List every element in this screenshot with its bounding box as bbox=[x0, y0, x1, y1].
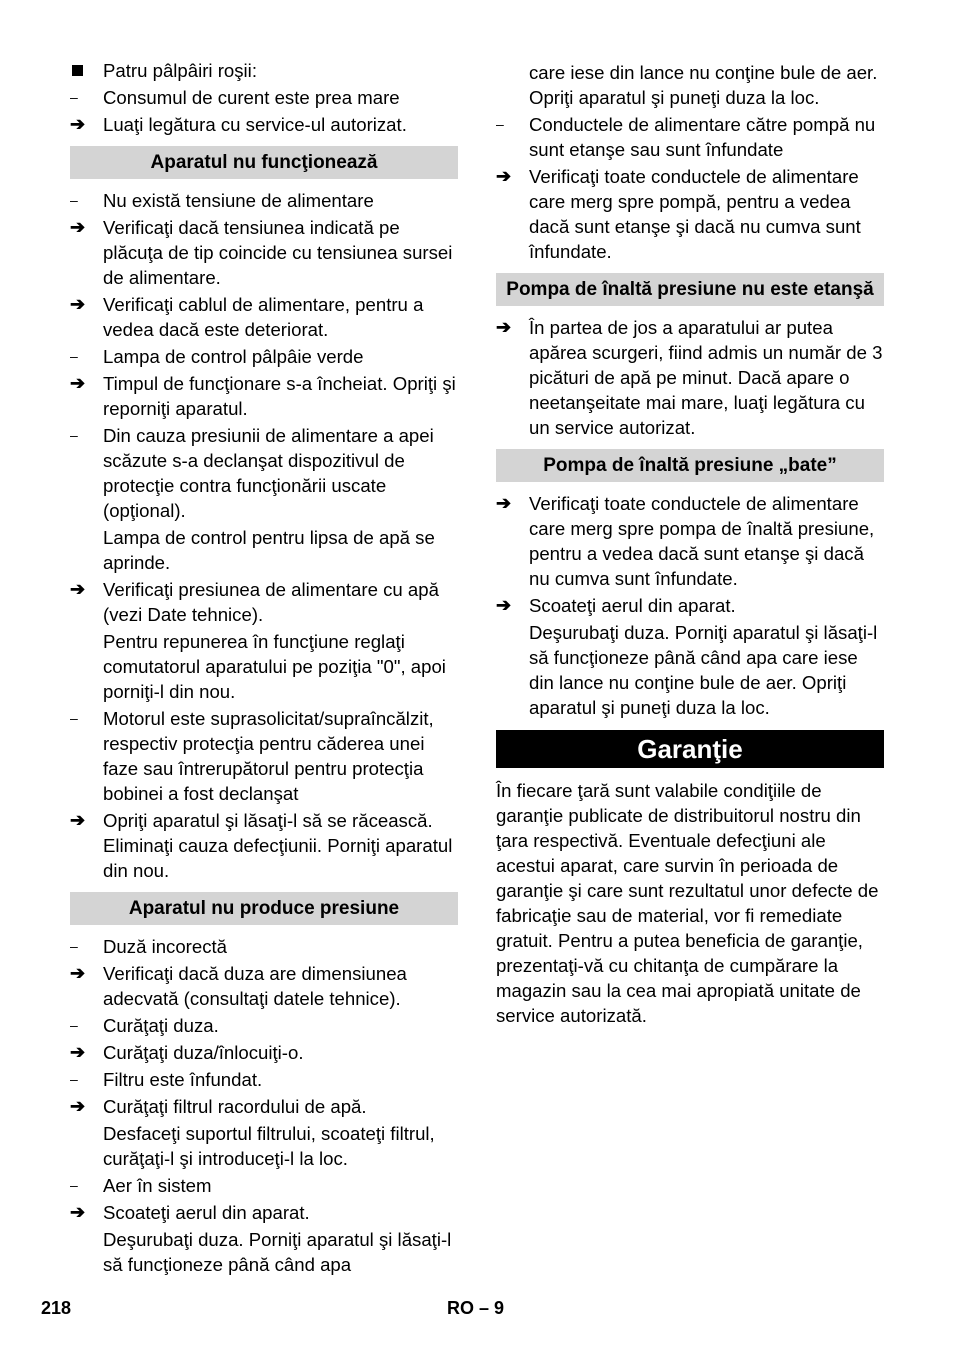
list-item-text: Verificaţi dacă duza are dimensiunea adecvată (consultaţi datele tehnice). bbox=[103, 963, 407, 1009]
list-item bbox=[496, 112, 884, 162]
arrow-right-icon: ➔ bbox=[496, 595, 512, 615]
dash-bullet-icon: – bbox=[70, 192, 78, 208]
list-item bbox=[70, 1040, 458, 1065]
section-heading: Aparatul nu funcţionează bbox=[70, 146, 458, 179]
continuation-text bbox=[70, 629, 458, 704]
language-page-label: RO – 9 bbox=[447, 1298, 505, 1318]
list-item-text: Conductele de alimentare către pompă nu sunt etanşe sau sunt înfundate bbox=[529, 114, 876, 160]
list-item-text: Opriţi aparatul şi lăsaţi-l să se răcească. Eliminaţi cauza defecţiunii. Porniţi aparatul din nou. bbox=[103, 810, 453, 881]
list-item bbox=[70, 961, 458, 1011]
continuation-text bbox=[496, 620, 884, 720]
arrow-right-icon: ➔ bbox=[496, 317, 512, 337]
right-column bbox=[496, 58, 884, 1028]
list-item-text: Curăţaţi filtrul racordului de apă. bbox=[103, 1096, 367, 1117]
list-item-text: Verificaţi cablul de alimentare, pentru a vedea dacă este deteriorat. bbox=[103, 294, 424, 340]
list-item-text: Consumul de curent este prea mare bbox=[103, 87, 400, 108]
chapter-heading: Garanţie bbox=[496, 730, 884, 768]
list-item bbox=[70, 215, 458, 290]
arrow-right-icon: ➔ bbox=[70, 1042, 86, 1062]
arrow-right-icon: ➔ bbox=[70, 114, 86, 134]
list-item-text: Filtru este înfundat. bbox=[103, 1069, 263, 1090]
list-item-text: Lampa de control pentru lipsa de apă se aprinde. bbox=[103, 527, 435, 573]
list-item bbox=[70, 706, 458, 806]
dash-bullet-icon: – bbox=[70, 427, 78, 443]
list-item-text: Verificaţi toate conductele de alimentare care merg spre pompa de înaltă presiune, pentru a vedea dacă sunt etanşe şi dacă nu cumva sunt înfundate. bbox=[529, 493, 875, 589]
list-item bbox=[70, 371, 458, 421]
arrow-right-icon: ➔ bbox=[70, 579, 86, 599]
arrow-right-icon: ➔ bbox=[70, 963, 86, 983]
list-item-text: Scoateţi aerul din aparat. bbox=[529, 595, 736, 616]
arrow-right-icon: ➔ bbox=[496, 493, 512, 513]
continuation-text bbox=[70, 1121, 458, 1171]
list-item bbox=[496, 593, 884, 618]
list-item-text: care iese din lance nu conţine bule de aer. Opriţi aparatul şi puneţi duza la loc. bbox=[529, 62, 878, 108]
list-item bbox=[70, 934, 458, 959]
list-item bbox=[70, 85, 458, 110]
arrow-right-icon: ➔ bbox=[496, 166, 512, 186]
dash-bullet-icon: – bbox=[70, 1177, 78, 1193]
section-heading: Pompa de înaltă presiune „bate” bbox=[496, 449, 884, 482]
list-item-text: Verificaţi presiunea de alimentare cu apă (vezi Date tehnice). bbox=[103, 579, 439, 625]
list-item bbox=[70, 112, 458, 137]
dash-bullet-icon: – bbox=[496, 116, 504, 132]
list-item bbox=[70, 1067, 458, 1092]
list-item bbox=[70, 1173, 458, 1198]
list-item bbox=[70, 423, 458, 523]
paragraph: În fiecare ţară sunt valabile condiţiile de garanţie publicate de distribuitorul nostru din ţara respectivă. Eventuale defecţiuni ale acestui aparat, care survin în perioada de garanţie şi care sunt rezultatul unor defecte de fabricaţie sau de material, vor fi remediate gratuit. Pentru a putea beneficia de garanţie, prezentaţi-vă cu chitanţa de cumpărare la magazin sau la cea mai apropiată unitate de service autorizată. bbox=[496, 780, 879, 1026]
list-item-text: Scoateţi aerul din aparat. bbox=[103, 1202, 310, 1223]
arrow-right-icon: ➔ bbox=[70, 1096, 86, 1116]
section-heading: Aparatul nu produce presiune bbox=[70, 892, 458, 925]
continuation-text bbox=[70, 525, 458, 575]
list-item bbox=[70, 188, 458, 213]
list-item bbox=[496, 164, 884, 264]
list-item-text: În partea de jos a aparatului ar putea apărea scurgeri, fiind admis un număr de 3 picături de apă pe minut. Dacă apare o neetanşeitate mai mare, luaţi legătura cu un service autorizat. bbox=[529, 317, 883, 438]
arrow-right-icon: ➔ bbox=[70, 217, 86, 237]
list-item-text: Deşurubaţi duza. Porniţi aparatul şi lăsaţi-l să funcţioneze până când apa care iese din lance nu conţine bule de aer. Opriţi aparatul şi puneţi duza la loc. bbox=[529, 622, 878, 718]
list-item-text: Din cauza presiunii de alimentare a apei scăzute s-a declanşat dispozitivul de protecţie contra funcţionării uscate (opţional). bbox=[103, 425, 434, 521]
list-item-text: Lampa de control pâlpâie verde bbox=[103, 346, 364, 367]
list-item-text: Pentru repunerea în funcţiune reglaţi comutatorul aparatului pe poziţia "0", apoi porniţi-l din nou. bbox=[103, 631, 446, 702]
list-item bbox=[70, 344, 458, 369]
list-item bbox=[496, 491, 884, 591]
square-bullet-icon bbox=[72, 65, 83, 76]
list-item bbox=[70, 1094, 458, 1119]
continuation-text bbox=[70, 1227, 458, 1277]
left-column bbox=[70, 58, 458, 1277]
list-item-text: Verificaţi dacă tensiunea indicată pe plăcuţa de tip coincide cu tensiunea sursei de alimentare. bbox=[103, 217, 453, 288]
list-item-text: Deşurubaţi duza. Porniţi aparatul şi lăsaţi-l să funcţioneze până când apa bbox=[103, 1229, 452, 1275]
list-item bbox=[70, 577, 458, 627]
list-item bbox=[70, 1013, 458, 1038]
list-item bbox=[70, 292, 458, 342]
dash-bullet-icon: – bbox=[70, 348, 78, 364]
list-item bbox=[496, 315, 884, 440]
dash-bullet-icon: – bbox=[70, 1017, 78, 1033]
dash-bullet-icon: – bbox=[70, 89, 78, 105]
list-item bbox=[70, 808, 458, 883]
list-item-text: Desfaceţi suportul filtrului, scoateţi filtrul, curăţaţi-l şi introduceţi-l la loc. bbox=[103, 1123, 435, 1169]
page-number: 218 bbox=[41, 1298, 72, 1318]
section-heading: Pompa de înaltă presiune nu este etanşă bbox=[496, 273, 884, 306]
list-item bbox=[70, 1200, 458, 1225]
dash-bullet-icon: – bbox=[70, 938, 78, 954]
list-item-text: Curăţaţi duza/înlocuiţi-o. bbox=[103, 1042, 304, 1063]
arrow-right-icon: ➔ bbox=[70, 373, 86, 393]
list-item-text: Aer în sistem bbox=[103, 1175, 212, 1196]
list-item-text: Duză incorectă bbox=[103, 936, 228, 957]
list-item-text: Curăţaţi duza. bbox=[103, 1015, 219, 1036]
dash-bullet-icon: – bbox=[70, 1071, 78, 1087]
list-item-text: Luaţi legătura cu service-ul autorizat. bbox=[103, 114, 407, 135]
list-item-text: Verificaţi toate conductele de alimentare care merg spre pompă, pentru a vedea dacă sunt etanşe şi dacă nu cumva sunt înfundate. bbox=[529, 166, 861, 262]
list-item-text: Motorul este suprasolicitat/supraîncălzit, respectiv protecţia pentru căderea unei faze sau întrerupătorul pentru protecţia bobinei a fost declanşat bbox=[103, 708, 434, 804]
list-item-text: Timpul de funcţionare s-a încheiat. Opriţi şi reporniţi aparatul. bbox=[103, 373, 456, 419]
list-item-text: Nu există tensiune de alimentare bbox=[103, 190, 374, 211]
dash-bullet-icon: – bbox=[70, 710, 78, 726]
arrow-right-icon: ➔ bbox=[70, 294, 86, 314]
continuation-text bbox=[496, 60, 884, 110]
list-item bbox=[70, 58, 458, 83]
list-item-text: Patru pâlpâiri roşii: bbox=[103, 60, 257, 81]
arrow-right-icon: ➔ bbox=[70, 1202, 86, 1222]
arrow-right-icon: ➔ bbox=[70, 810, 86, 830]
